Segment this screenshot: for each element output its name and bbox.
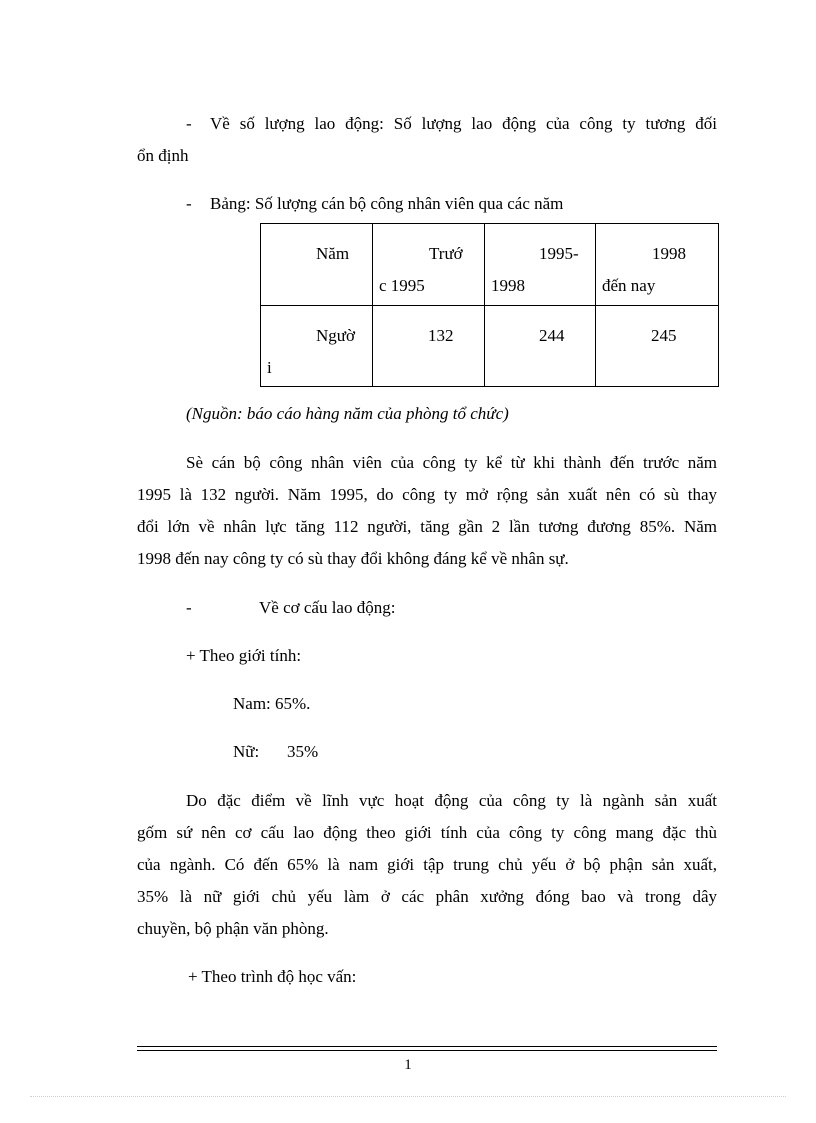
table-data-row bbox=[261, 306, 719, 387]
paragraph-1-line-1: Sè cán bộ công nhân viên của công ty kể từ khi thành đến trước năm bbox=[186, 453, 717, 472]
row-label-cell bbox=[261, 306, 373, 387]
by-gender-heading: + Theo giới tính: bbox=[186, 646, 302, 665]
row-label-line-2: i bbox=[267, 358, 272, 377]
page-number: 1 bbox=[404, 1057, 412, 1073]
footer-rule-bottom bbox=[137, 1050, 717, 1051]
header-1995-1998-line-1: 1995- bbox=[539, 244, 579, 263]
row-label-line-1: Ngườ bbox=[316, 326, 355, 345]
bullet-dash: - bbox=[186, 598, 192, 617]
header-cell-before-1995 bbox=[373, 224, 485, 306]
header-cell-year bbox=[261, 224, 373, 306]
paragraph-2-line-3: của ngành. Có đến 65% là nam giới tập trung chủ yếu ở bộ phận sản xuất, bbox=[137, 855, 717, 874]
value-cell-before-1995 bbox=[373, 306, 485, 387]
male-share: Nam: 65%. bbox=[233, 694, 311, 713]
value-cell-1995-1998 bbox=[485, 306, 596, 387]
paragraph-2-line-2: gốm sứ nên cơ cấu lao động theo giới tính của công ty công mang đặc thù bbox=[137, 823, 717, 842]
labor-count-line-2: ổn định bbox=[137, 146, 189, 165]
structure-heading: Về cơ cấu lao động: bbox=[259, 598, 396, 617]
paragraph-2-line-4: 35% là nữ giới chủ yếu làm ở các phân xưởng đóng bao và trong dây bbox=[137, 887, 717, 906]
table-caption: Bảng: Số lượng cán bộ công nhân viên qua các năm bbox=[210, 194, 564, 213]
header-before-1995-line-2: c 1995 bbox=[379, 276, 425, 295]
value-cell-1998-now bbox=[596, 306, 719, 387]
by-education-heading: + Theo trình độ học vấn: bbox=[188, 967, 357, 986]
page-edge-dotted-line bbox=[30, 1096, 786, 1097]
paragraph-2-line-5: chuyền, bộ phận văn phòng. bbox=[137, 919, 329, 938]
header-cell-1995-1998 bbox=[485, 224, 596, 306]
female-share: 35% bbox=[287, 742, 319, 761]
header-1998-now-line-2: đến nay bbox=[602, 276, 656, 295]
bullet-dash: - bbox=[186, 194, 192, 213]
header-year-text: Năm bbox=[316, 244, 350, 263]
value-1995-1998: 244 bbox=[539, 326, 565, 345]
footer-rule-top bbox=[137, 1046, 717, 1047]
female-label: Nữ: bbox=[233, 742, 260, 761]
paragraph-1-line-2: 1995 là 132 người. Năm 1995, do công ty mở rộng sản xuất nên có sù thay bbox=[137, 485, 717, 504]
header-1995-1998-line-2: 1998 bbox=[491, 276, 525, 295]
bullet-dash: - bbox=[186, 114, 192, 133]
staff-count-table bbox=[260, 223, 719, 387]
table-header-row bbox=[261, 224, 719, 306]
labor-count-line-1: Về số lượng lao động: Số lượng lao động của công ty tương đối bbox=[210, 114, 717, 133]
header-before-1995-line-1: Trướ bbox=[429, 244, 463, 263]
paragraph-2-line-1: Do đặc điểm về lĩnh vực hoạt động của công ty là ngành sản xuất bbox=[186, 791, 717, 810]
paragraph-1-line-4: 1998 đến nay công ty có sù thay đổi không đáng kể về nhân sự. bbox=[137, 549, 569, 568]
value-1998-now: 245 bbox=[651, 326, 677, 345]
header-cell-1998-now bbox=[596, 224, 719, 306]
header-1998-now-line-1: 1998 bbox=[652, 244, 686, 263]
paragraph-1-line-3: đổi lớn về nhân lực tăng 112 người, tăng gần 2 lần tương đương 85%. Năm bbox=[137, 517, 717, 536]
source-note: (Nguồn: báo cáo hàng năm của phòng tổ chức) bbox=[186, 404, 509, 423]
value-before-1995: 132 bbox=[428, 326, 454, 345]
